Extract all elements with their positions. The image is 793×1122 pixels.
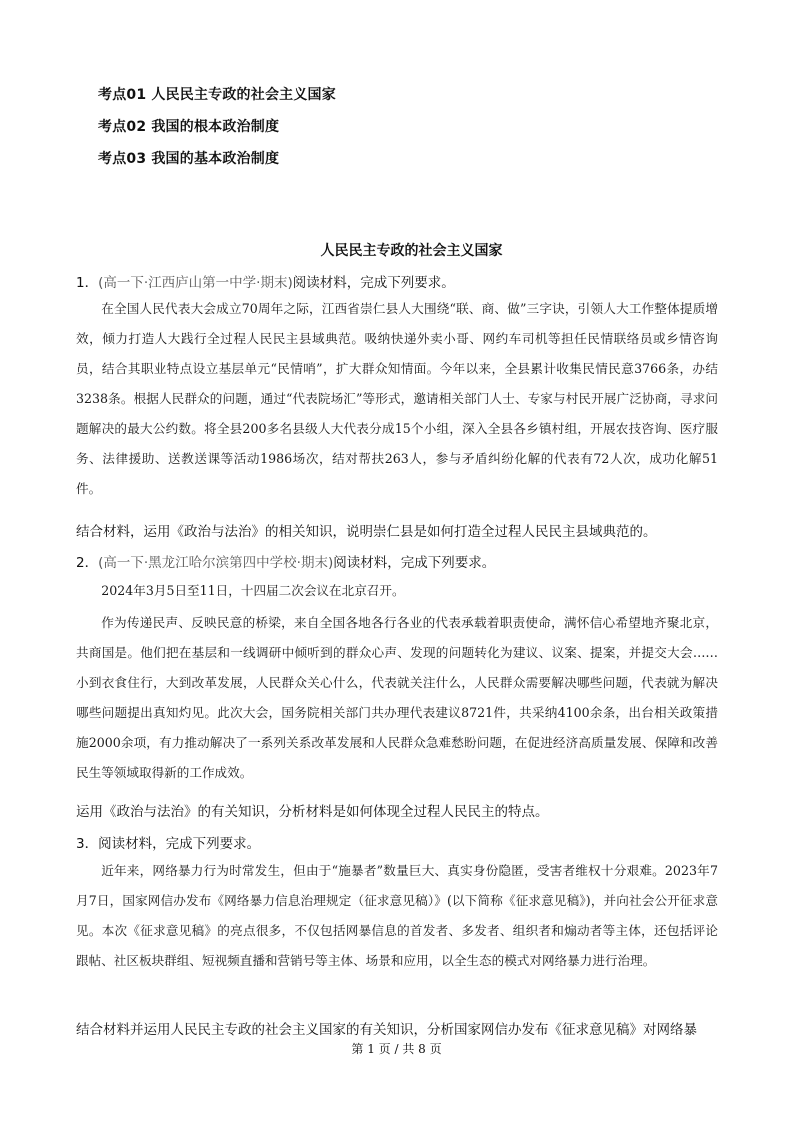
question-2-header <box>76 551 716 571</box>
question-number: 2． <box>76 555 99 571</box>
question-number: 1． <box>76 275 99 291</box>
kaodian-1: 考点01 人民民主专政的社会主义国家 <box>98 87 336 103</box>
question-2-material-date: 2024年3月5日至11日，十四届二次会议在北京召开。 <box>101 583 405 598</box>
question-source: (高一下·江西庐山第一中学·期末) <box>98 275 293 291</box>
question-2-task: 运用《政治与法治》的有关知识，分析材料是如何体现全过程人民民主的特点。 <box>76 804 549 820</box>
question-2-material: 作为传递民声、反映民意的桥梁，来自全国各地各行各业的代表承载着职责使命，满怀信心希望地齐聚北京，共商国是。他们把在基层和一线调研中倾听到的群众心声、发现的问题转化为建议、议案、提案，并提交大会……小到衣食住行，大到改革发展，人民群众关心什么，代表就关注什么，人民群众需要解决哪些问题，代表就为解决哪些问题提出真知灼见。此次大会，国务院相关部门共办理代表建议8721件，共采纳4100余条，出台相关政策措施2000余项，有力推动解决了一系列关系改革发展和人民群众急难愁盼问题，在促进经济高质量发展、保障和改善民生等领域取得新的工作成效。 <box>76 615 718 780</box>
question-source: (高一下·黑龙江哈尔滨第四中学校·期末) <box>98 555 334 571</box>
question-3-material: 近年来，网络暴力行为时常发生，但由于“施暴者”数量巨大、真实身份隐匿，受害者维权十分艰难。2023年7月7日，国家网信办发布《网络暴力信息治理规定（征求意见稿）》(以下简称《征求意见稿》)，并向社会公开征求意见。本次《征求意见稿》的亮点很多，不仅包括网暴信息的首发者、多发者、组织者和煽动者等主体，还包括评论跟帖、社区板块群组、短视频直播和营销号等主体、场景和应用，以全生态的模式对网络暴力进行治理。 <box>76 863 718 968</box>
question-3-task: 结合材料并运用人民民主专政的社会主义国家的有关知识，分析国家网信办发布《征求意见稿》对网络暴 <box>76 1022 697 1038</box>
question-number: 3． <box>76 836 99 852</box>
question-prompt: 阅读材料，完成下列要求。 <box>333 555 496 571</box>
kaodian-2: 考点02 我国的根本政治制度 <box>98 119 280 135</box>
question-prompt: 阅读材料，完成下列要求。 <box>98 836 261 852</box>
question-1-material: 在全国人民代表大会成立70周年之际，江西省崇仁县人大围绕“联、商、做”三字诀，引领人大工作整体提质增效，倾力打造人大践行全过程人民民主县域典范。吸纳快递外卖小哥、网约车司机等担任民情联络员或乡情咨询员，结合其职业特点设立基层单元“民情哨”，扩大群众知情面。今年以来，全县累计收集民情民意3766条，办结3238条。根据人民群众的问题，通过“代表院场汇”等形式，邀请相关部门人士、专家与村民开展广泛协商，寻求问题解决的最大公约数。将全县200多名县级人大代表分成15个小组，深入全县各乡镇村组，开展农技咨询、医疗服务、法律援助、送教送课等活动1986场次，结对帮扶263人，参与矛盾纠纷化解的代表有72人次，成功化解51件。 <box>76 301 718 496</box>
question-1-header <box>76 271 716 291</box>
question-prompt: 阅读材料，完成下列要求。 <box>292 275 455 291</box>
page-footer: 第 1 页 / 共 8 页 <box>351 1042 442 1056</box>
question-3-header <box>76 832 716 852</box>
section-title: 人民民主专政的社会主义国家 <box>320 243 503 259</box>
kaodian-3: 考点03 我国的基本政治制度 <box>98 151 280 167</box>
question-1-task: 结合材料，运用《政治与法治》的相关知识，说明崇仁县是如何打造全过程人民民主县域典范的。 <box>76 524 657 540</box>
